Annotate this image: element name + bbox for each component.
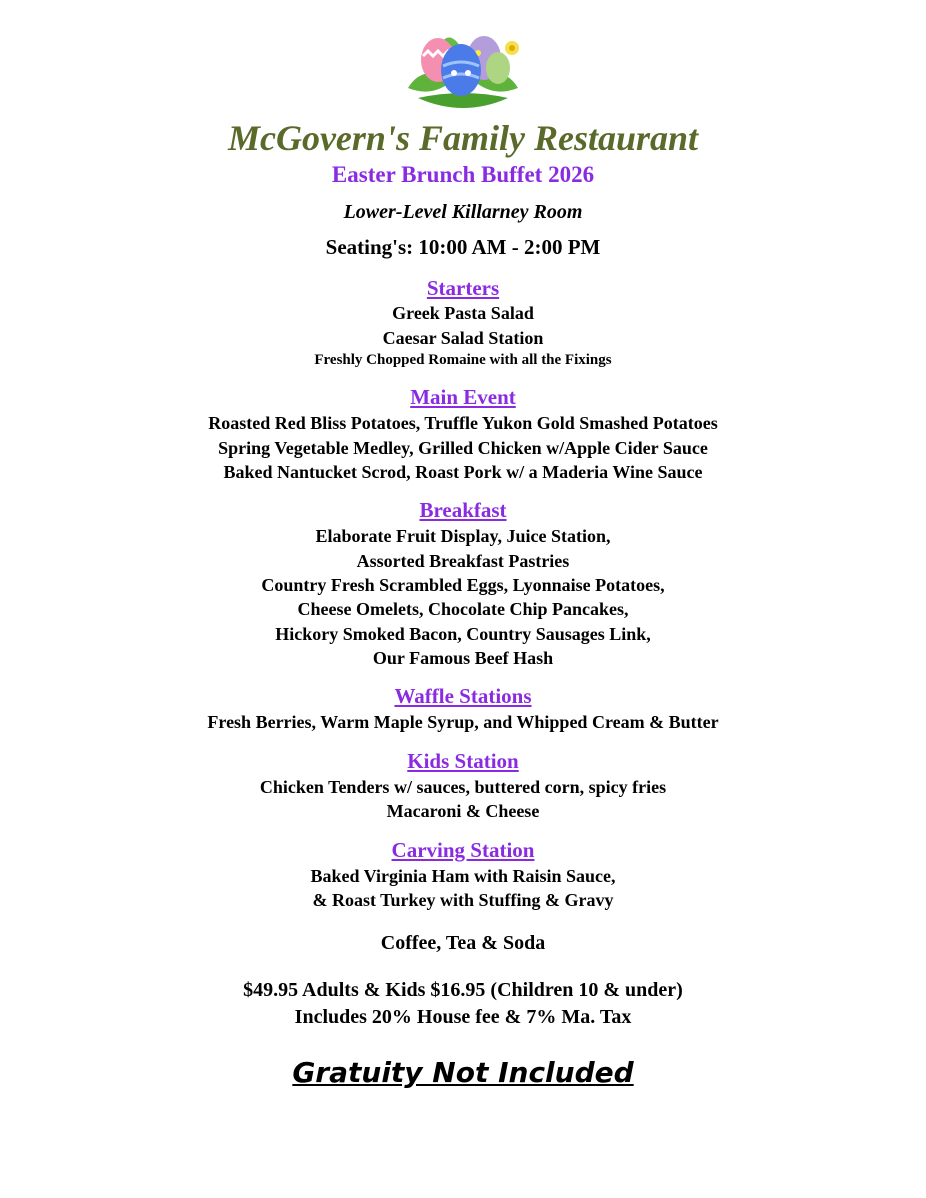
menu-line: Roasted Red Bliss Potatoes, Truffle Yukon Gold Smashed Potatoes bbox=[208, 413, 718, 433]
section-heading-breakfast: Breakfast bbox=[419, 498, 507, 522]
menu-line: Baked Virginia Ham with Raisin Sauce, bbox=[310, 866, 616, 886]
menu-note: Freshly Chopped Romaine with all the Fixings bbox=[314, 352, 612, 368]
section-heading-main-event: Main Event bbox=[410, 385, 516, 409]
menu-line: Elaborate Fruit Display, Juice Station, bbox=[315, 526, 611, 546]
event-title: Easter Brunch Buffet 2026 bbox=[331, 162, 595, 187]
section-heading-waffle-stations: Waffle Stations bbox=[394, 684, 532, 708]
pricing-line-2: Includes 20% House fee & 7% Ma. Tax bbox=[294, 1006, 632, 1028]
menu-line: Greek Pasta Salad bbox=[392, 303, 534, 323]
menu-line: Assorted Breakfast Pastries bbox=[356, 551, 570, 571]
beverages: Coffee, Tea & Soda bbox=[380, 932, 546, 954]
menu-line: Spring Vegetable Medley, Grilled Chicken w/Apple Cider Sauce bbox=[218, 438, 708, 458]
menu-line: Macaroni & Cheese bbox=[386, 801, 540, 821]
menu-line: Cheese Omelets, Chocolate Chip Pancakes, bbox=[297, 599, 629, 619]
room-name: Lower-Level Killarney Room bbox=[343, 201, 583, 223]
menu-line: Caesar Salad Station bbox=[382, 328, 544, 348]
menu-line: Country Fresh Scrambled Eggs, Lyonnaise Potatoes, bbox=[261, 575, 665, 595]
menu-line: Chicken Tenders w/ sauces, buttered corn, spicy fries bbox=[259, 777, 667, 797]
menu-line: Hickory Smoked Bacon, Country Sausages Link, bbox=[275, 624, 651, 644]
menu-line: Our Famous Beef Hash bbox=[372, 648, 554, 668]
menu-line: & Roast Turkey with Stuffing & Gravy bbox=[312, 890, 614, 910]
section-heading-carving-station: Carving Station bbox=[391, 838, 535, 862]
gratuity-note: Gratuity Not Included bbox=[292, 1056, 634, 1089]
section-heading-kids-station: Kids Station bbox=[407, 749, 519, 773]
seating-times: Seating's: 10:00 AM - 2:00 PM bbox=[325, 235, 601, 259]
egg-green-icon bbox=[486, 52, 510, 84]
menu-line: Baked Nantucket Scrod, Roast Pork w/ a Maderia Wine Sauce bbox=[223, 462, 703, 482]
section-heading-starters: Starters bbox=[426, 276, 500, 300]
egg-blue-icon bbox=[441, 44, 481, 96]
easter-eggs-icon bbox=[398, 18, 528, 114]
pricing-line-1: $49.95 Adults & Kids $16.95 (Children 10 & under) bbox=[243, 979, 683, 1001]
restaurant-name: McGovern's Family Restaurant bbox=[227, 118, 699, 158]
menu-line: Fresh Berries, Warm Maple Syrup, and Whipped Cream & Butter bbox=[207, 712, 719, 732]
